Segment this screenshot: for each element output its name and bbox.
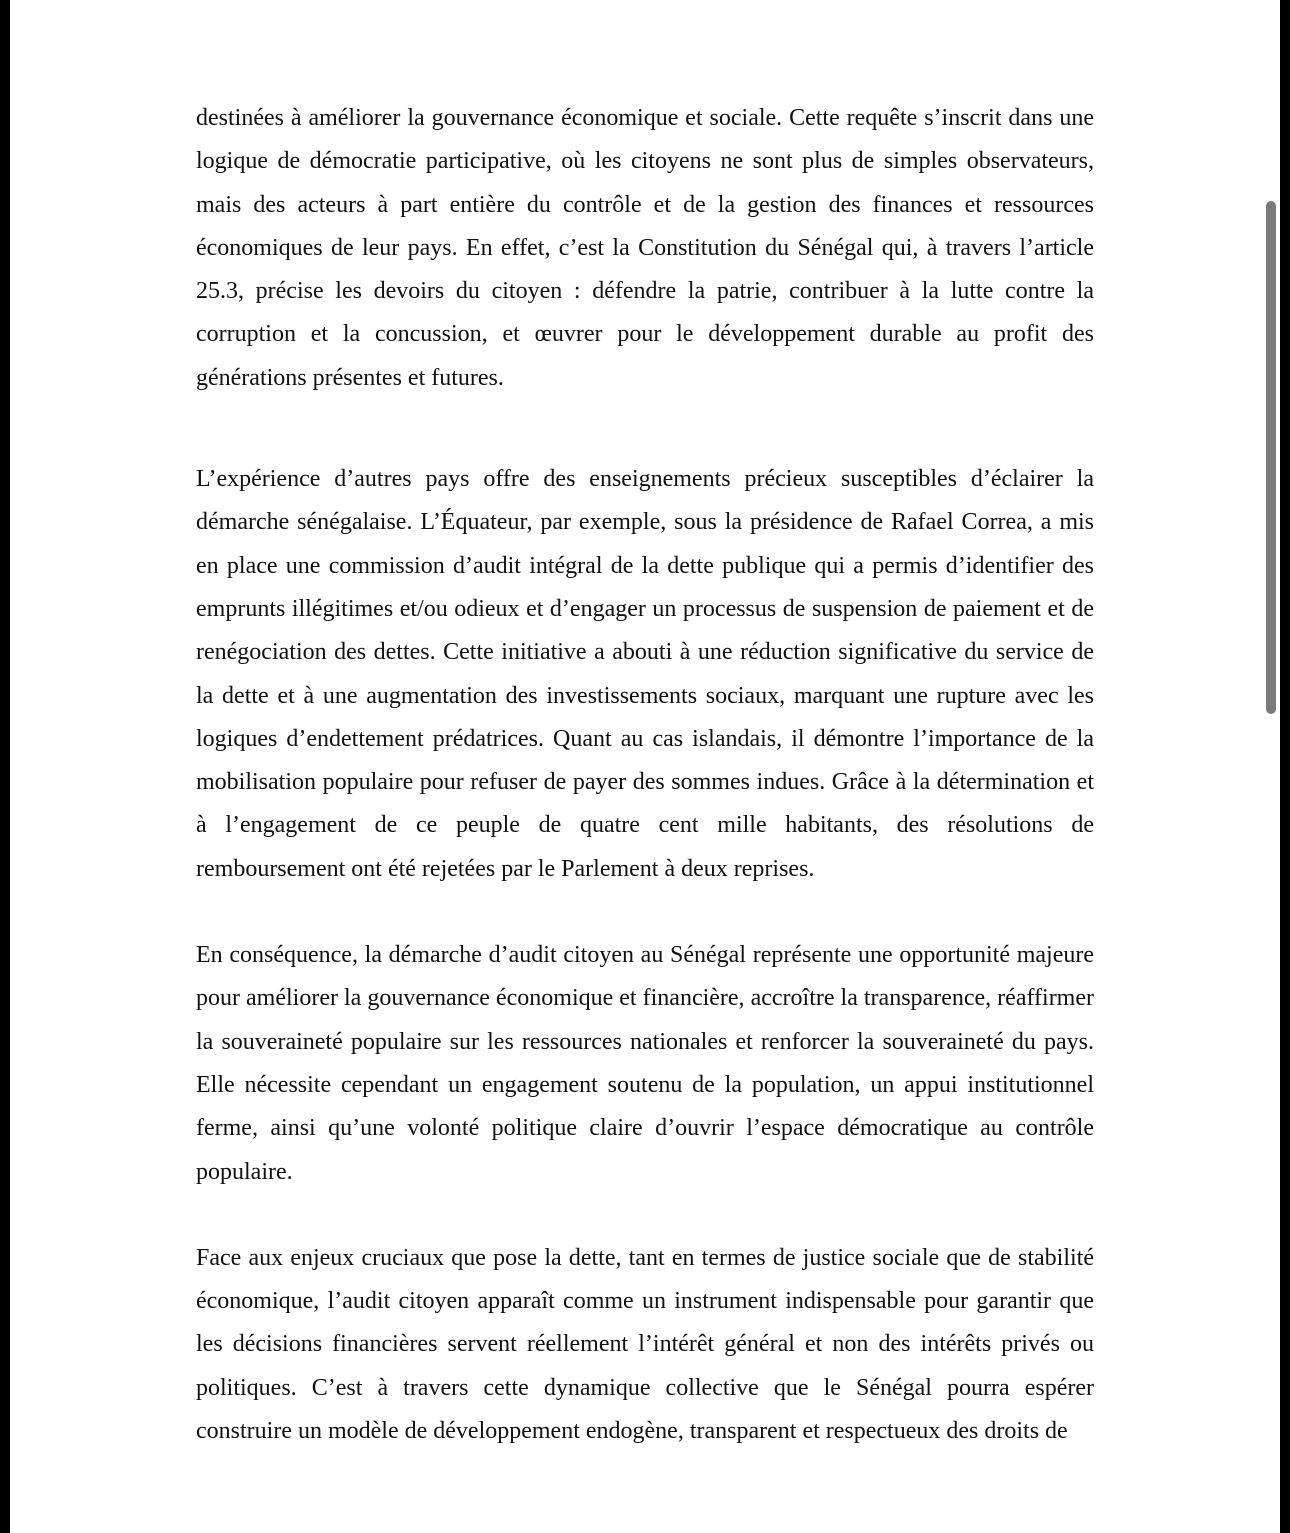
paragraph-2: L’expérience d’autres pays offre des enseignements précieux susceptibles d’éclairer la démarche sénégalaise. L’Équateur, par exemple, sous la présidence de Rafael Correa, a mis en place une commission d’audit intégral de la dette publique qui a permis d’identifier des emprunts illégitimes et/ou odieux et d’engager un processus de suspension de paiement et de renégociation des dettes. Cette initiative a abouti à une réduction significative du service de la dette et à une augmentation des investissements sociaux, marquant une rupture avec les logiques d’endettement prédatrices. Quant au cas islandais, il démontre l’importance de la mobilisation populaire pour refuser de payer des sommes indues. Grâce à la détermination et à l’engagement de ce peuple de quatre cent mille habitants, des résolutions de remboursement ont été rejetées par le Parlement à deux reprises. (196, 466, 1094, 882)
paragraph-1: destinées à améliorer la gouvernance économique et sociale. Cette requête s’inscrit dans une logique de démocratie participative, où les citoyens ne sont plus de simples observateurs, mais des acteurs à part entière du contrôle et de la gestion des finances et ressources économiques de leur pays. En effet, c’est la Constitution du Sénégal qui, à travers l’article 25.3, précise les devoirs du citoyen : défendre la patrie, contribuer à la lutte contre la corruption et la concussion, et œuvrer pour le développement durable au profit des générations présentes et futures. (196, 105, 1094, 391)
paragraph-3: En conséquence, la démarche d’audit citoyen au Sénégal représente une opportunité majeure pour améliorer la gouvernance économique et financière, accroître la transparence, réaffirmer la souveraineté populaire sur les ressources nationales et renforcer la souveraineté du pays. Elle nécessite cependant un engagement soutenu de la population, un appui institutionnel ferme, ainsi qu’une volonté politique claire d’ouvrir l’espace démocratique au contrôle populaire. (196, 942, 1094, 1185)
scrollbar-thumb[interactable] (1266, 201, 1276, 714)
document-page (10, 0, 1280, 1533)
paragraph-4: Face aux enjeux cruciaux que pose la dette, tant en termes de justice sociale que de stabilité économique, l’audit citoyen apparaît comme un instrument indispensable pour garantir que les décisions financières servent réellement l’intérêt général et non des intérêts privés ou politiques. C’est à travers cette dynamique collective que le Sénégal pourra espérer construire un modèle de développement endogène, transparent et respectueux des droits de (196, 1244, 1094, 1445)
document-body (196, 97, 1094, 1453)
